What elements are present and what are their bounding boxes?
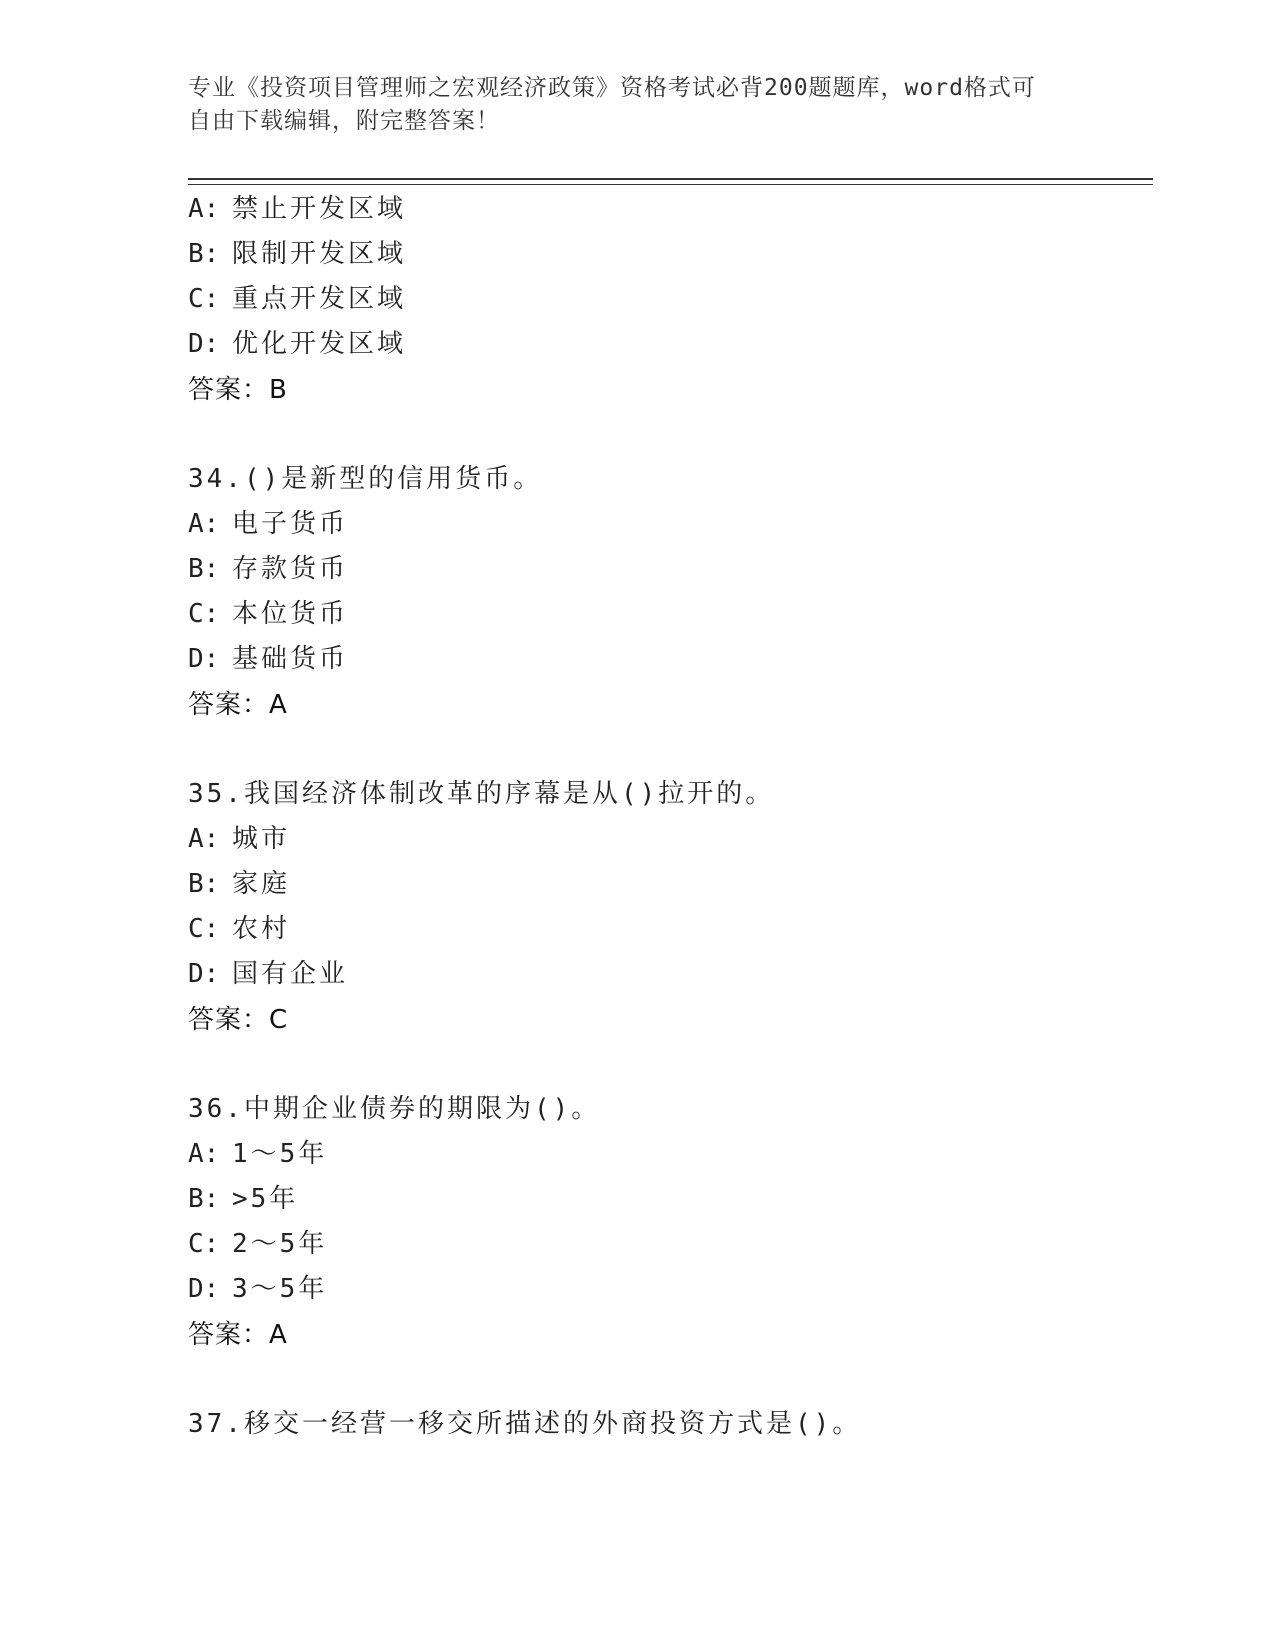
option-c — [188, 597, 348, 631]
option-c — [188, 282, 406, 316]
answer-line: 答案：B — [188, 375, 288, 405]
option-a — [188, 192, 406, 226]
option-c — [188, 912, 290, 946]
option-a — [188, 822, 290, 856]
option-text: 家庭 — [232, 869, 291, 899]
option-key: C: — [188, 284, 220, 314]
option-key: A: — [188, 194, 220, 224]
header-divider-thin — [188, 184, 1153, 185]
option-text: 城市 — [232, 824, 291, 854]
option-key: A: — [188, 1139, 220, 1169]
option-text: 禁止开发区域 — [232, 194, 407, 224]
answer-line: 答案：C — [188, 1005, 289, 1035]
document-header — [188, 72, 1088, 138]
option-key: C: — [188, 914, 220, 944]
header-divider-thick — [188, 178, 1153, 180]
option-text: 国有企业 — [232, 959, 349, 989]
option-key: B: — [188, 554, 220, 584]
option-key: D: — [188, 959, 220, 989]
option-d — [188, 957, 348, 991]
question-stem: 36.中期企业债券的期限为()。 — [188, 1094, 601, 1124]
option-key: C: — [188, 1229, 220, 1259]
option-d — [188, 327, 406, 361]
question-stem: 34.()是新型的信用货币。 — [188, 464, 543, 494]
option-b — [188, 1182, 298, 1216]
option-text: 农村 — [232, 914, 291, 944]
answer-line: 答案：A — [188, 1320, 288, 1350]
option-d — [188, 642, 348, 676]
option-key: C: — [188, 599, 220, 629]
header-line-2: 自由下载编辑，附完整答案！ — [188, 108, 500, 134]
option-text: >5年 — [232, 1184, 299, 1214]
option-key: D: — [188, 1274, 220, 1304]
option-text: 1～5年 — [232, 1139, 328, 1169]
option-a — [188, 507, 348, 541]
answer-line: 答案：A — [188, 690, 288, 720]
option-key: A: — [188, 509, 220, 539]
option-c — [188, 1227, 327, 1261]
option-b — [188, 867, 290, 901]
option-text: 3～5年 — [232, 1274, 328, 1304]
option-key: A: — [188, 824, 220, 854]
option-key: B: — [188, 239, 220, 269]
option-b — [188, 552, 348, 586]
option-text: 优化开发区域 — [232, 329, 407, 359]
option-key: D: — [188, 329, 220, 359]
option-text: 电子货币 — [232, 509, 349, 539]
option-text: 2～5年 — [232, 1229, 328, 1259]
option-b — [188, 237, 406, 271]
question-stem: 37.移交一经营一移交所描述的外商投资方式是()。 — [188, 1409, 862, 1439]
question-stem: 35.我国经济体制改革的序幕是从()拉开的。 — [188, 779, 775, 809]
option-key: D: — [188, 644, 220, 674]
option-key: B: — [188, 869, 220, 899]
option-text: 重点开发区域 — [232, 284, 407, 314]
header-line-1: 专业《投资项目管理师之宏观经济政策》资格考试必背200题题库，word格式可 — [188, 75, 1036, 101]
option-a — [188, 1137, 327, 1171]
option-text: 基础货币 — [232, 644, 349, 674]
option-text: 存款货币 — [232, 554, 349, 584]
option-text: 限制开发区域 — [232, 239, 407, 269]
option-key: B: — [188, 1184, 220, 1214]
option-d — [188, 1272, 327, 1306]
option-text: 本位货币 — [232, 599, 349, 629]
